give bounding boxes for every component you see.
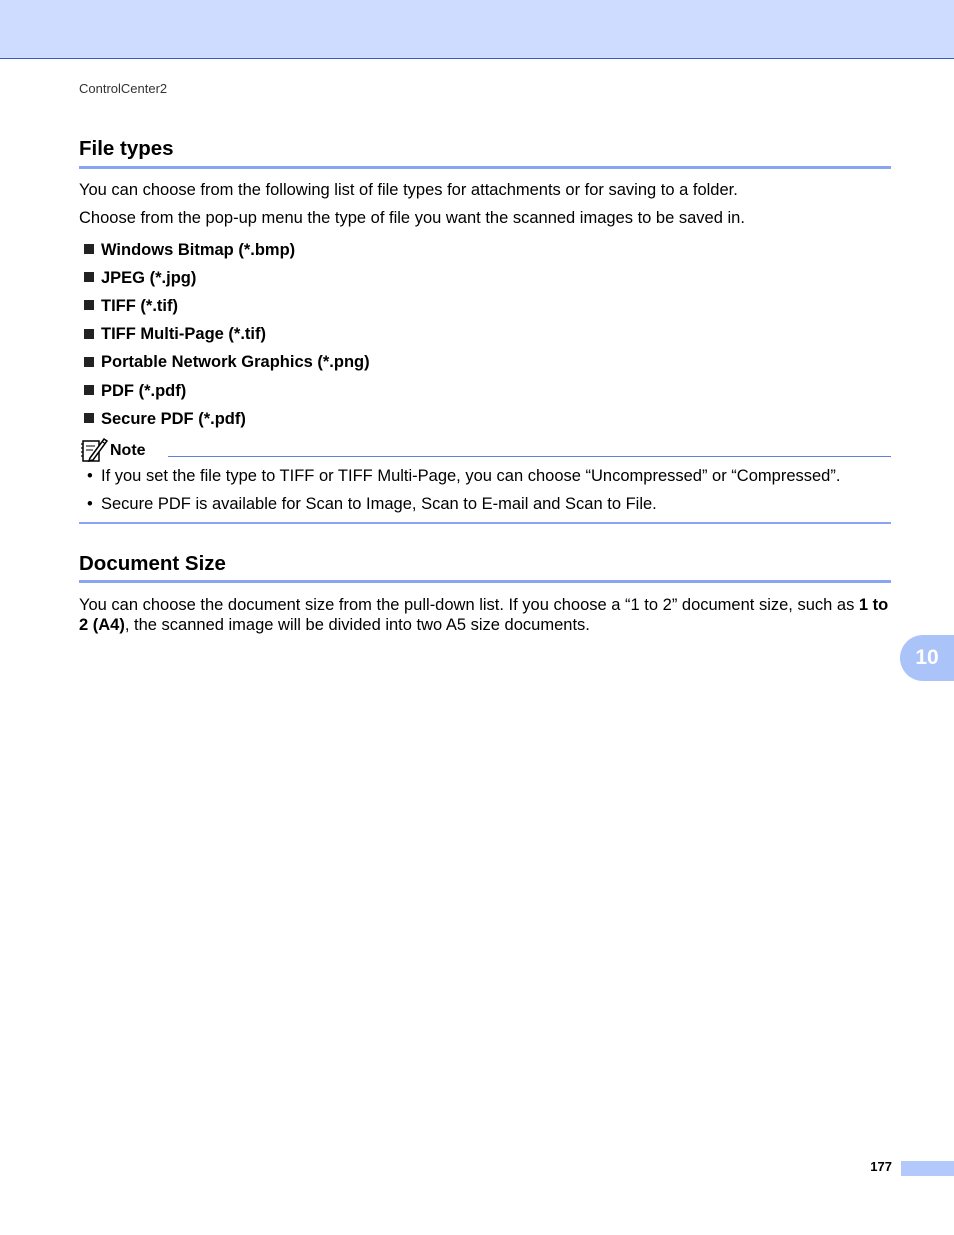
note-bullet: • [87, 495, 93, 513]
file-type-label: TIFF Multi-Page (*.tif) [101, 325, 266, 344]
page-header-band [0, 0, 954, 59]
chapter-tab: 10 [900, 635, 954, 681]
document-size-text [79, 595, 891, 635]
note-bullet: • [87, 467, 93, 485]
document-size-text-start: You can choose the document size from the pull-down list. If you choose a “1 to 2” document size, such as [79, 596, 859, 614]
file-types-intro: You can choose from the following list of file types for attachments or for saving to a folder. [79, 181, 738, 199]
list-item [84, 236, 370, 264]
note-label: Note [110, 442, 146, 459]
square-bullet-icon [84, 385, 94, 395]
section-rule [79, 166, 891, 169]
section-title-file-types: File types [79, 137, 174, 160]
page-number: 177 [870, 1159, 892, 1174]
file-type-list [84, 236, 370, 433]
file-type-label: Portable Network Graphics (*.png) [101, 353, 370, 372]
note-item [87, 494, 887, 514]
square-bullet-icon [84, 329, 94, 339]
note-text: Secure PDF is available for Scan to Image, Scan to E-mail and Scan to File. [101, 495, 657, 513]
square-bullet-icon [84, 357, 94, 367]
note-rule-top [168, 456, 891, 457]
list-item [84, 349, 370, 377]
file-type-label: Secure PDF (*.pdf) [101, 409, 246, 428]
note-text: If you set the file type to TIFF or TIFF Multi-Page, you can choose “Uncompressed” or “Compressed”. [101, 467, 841, 485]
list-item [84, 292, 370, 320]
document-size-bold: 1 to 2 (A4) [79, 596, 889, 634]
document-size-text-end: , the scanned image will be divided into two A5 size documents. [124, 616, 590, 634]
square-bullet-icon [84, 413, 94, 423]
section-title-document-size: Document Size [79, 552, 226, 575]
square-bullet-icon [84, 300, 94, 310]
file-type-label: Windows Bitmap (*.bmp) [101, 240, 296, 259]
note-rule-bottom [79, 522, 891, 524]
list-item [84, 377, 370, 405]
footer-tab [901, 1161, 954, 1176]
file-type-label: PDF (*.pdf) [101, 381, 187, 400]
list-item [84, 321, 370, 349]
square-bullet-icon [84, 244, 94, 254]
square-bullet-icon [84, 272, 94, 282]
list-item [84, 405, 370, 433]
file-types-instruction: Choose from the pop-up menu the type of file you want the scanned images to be saved in. [79, 209, 745, 227]
file-type-label: TIFF (*.tif) [101, 296, 178, 315]
note-item [87, 466, 887, 486]
section-rule [79, 580, 891, 583]
running-head: ControlCenter2 [79, 81, 168, 96]
file-type-label: JPEG (*.jpg) [101, 268, 197, 287]
note-pencil-icon [80, 436, 108, 464]
list-item [84, 264, 370, 292]
